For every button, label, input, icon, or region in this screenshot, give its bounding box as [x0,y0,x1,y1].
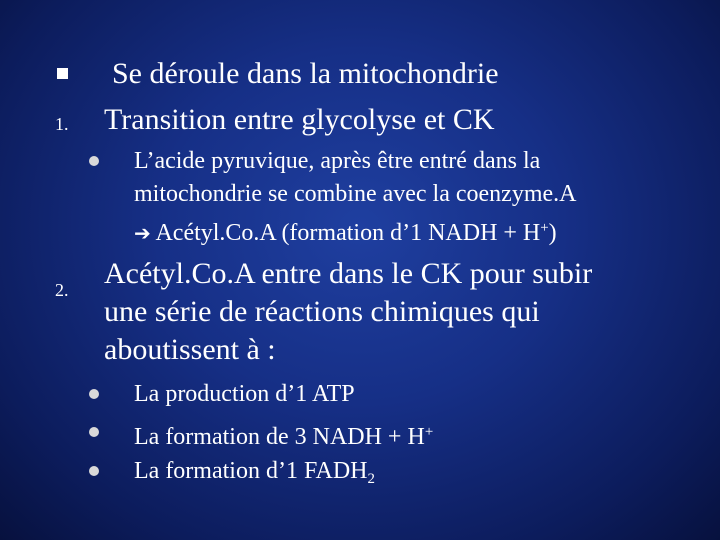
subitem-line-3 [134,209,557,252]
superscript-plus: + [540,220,549,236]
round-bullet-icon [89,466,99,476]
item-acetyl-line-2: une série de réactions chimiques qui [104,295,540,328]
item-mitochondrie: Se déroule dans la mitochondrie [112,57,499,90]
subscript-2: 2 [367,471,375,488]
subitem-atp: La production d’1 ATP [134,381,355,407]
item-transition: Transition entre glycolyse et CK [104,103,495,136]
number-2: 2. [55,280,69,300]
round-bullet-icon [89,427,99,437]
round-bullet-icon [89,389,99,399]
round-bullet-icon [89,156,99,166]
fadh-text: La formation d’1 FADH [134,458,368,484]
closing-paren: ) [548,220,557,247]
subitem-line-2: mitochondrie se combine avec la coenzyme.A [134,181,577,207]
arrow-right-icon: ➔ [134,221,151,246]
acetyl-formation-text: Acétyl.Co.A (formation d’1 NADH + H [155,220,541,247]
subitem-fadh [134,452,375,498]
number-1: 1. [55,114,69,134]
square-bullet-icon [57,68,68,79]
nadh-text: La formation de 3 NADH + H [134,424,425,451]
superscript-plus: + [424,424,434,440]
item-acetyl-line-3: aboutissent à : [104,333,276,366]
subitem-nadh [134,413,433,456]
item-acetyl-line-1: Acétyl.Co.A entre dans le CK pour subir [104,257,593,290]
subitem-line-1: L’acide pyruvique, après être entré dans la [134,148,541,174]
